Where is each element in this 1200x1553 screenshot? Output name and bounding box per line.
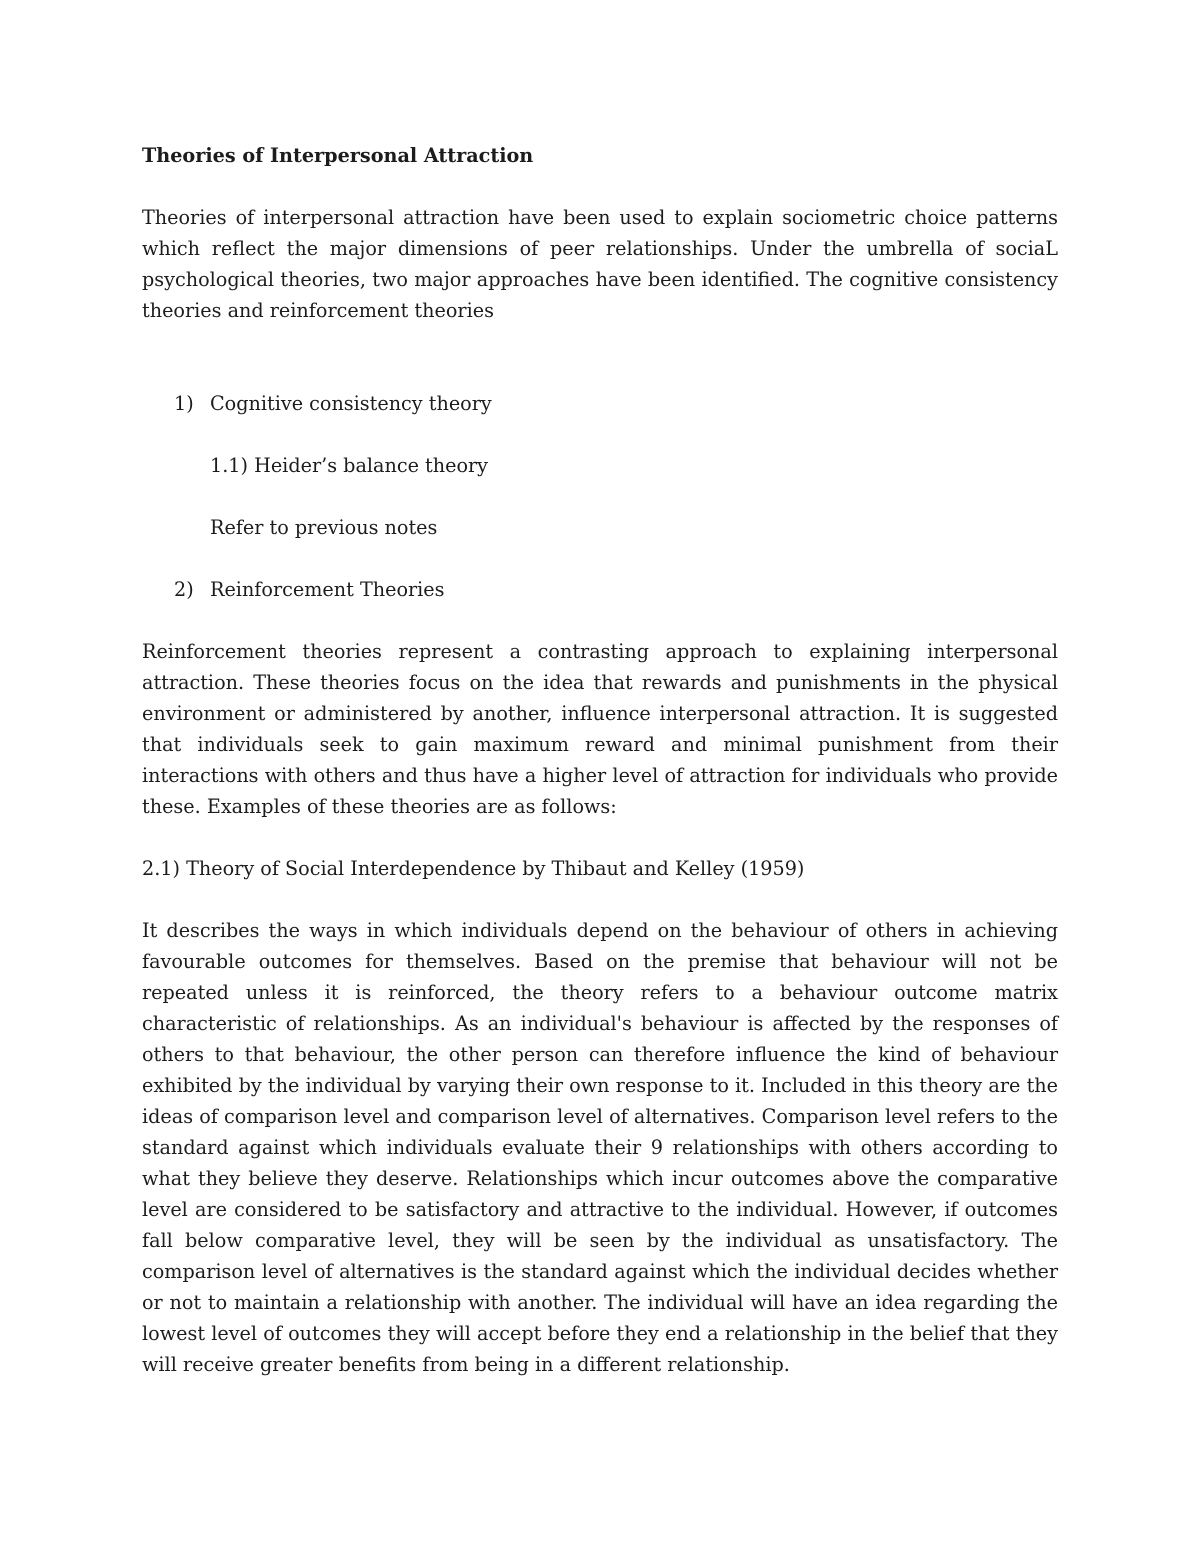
spacer bbox=[142, 326, 1058, 388]
list-item-cognitive-consistency bbox=[142, 388, 1058, 419]
spacer bbox=[142, 481, 1058, 512]
list-item-reinforcement bbox=[142, 574, 1058, 605]
list-label: Cognitive consistency theory bbox=[210, 392, 492, 415]
spacer bbox=[142, 543, 1058, 574]
sublist-note: Refer to previous notes bbox=[210, 516, 438, 539]
spacer bbox=[142, 822, 1058, 853]
list-number: 2) bbox=[174, 578, 194, 601]
section-heading-social-interdependence: 2.1) Theory of Social Interdependence by Thibaut and Kelley (1959) bbox=[142, 857, 805, 880]
spacer bbox=[142, 884, 1058, 915]
spacer bbox=[142, 419, 1058, 450]
spacer bbox=[142, 605, 1058, 636]
sublist-item-heider: 1.1) Heider’s balance theory bbox=[210, 454, 489, 477]
list-label: Reinforcement Theories bbox=[210, 578, 445, 601]
document-page bbox=[142, 140, 1058, 1380]
reinforcement-paragraph: Reinforcement theories represent a contrasting approach to explaining interpersonal attraction. These theories focus on the idea that rewards and punishments in the physical environment or administered by another, influence interpersonal attraction. It is suggested that individuals seek to gain maximum reward and minimal punishment from their interactions with others and thus have a higher level of attraction for individuals who provide these. Examples of these theories are as follows: bbox=[142, 640, 1058, 818]
intro-paragraph: Theories of interpersonal attraction have been used to explain sociometric choice patterns which reflect the major dimensions of peer relationships. Under the umbrella of sociaL psychological theories, two major approaches have been identified. The cognitive consistency theories and reinforcement theories bbox=[142, 206, 1058, 322]
document-title: Theories of Interpersonal Attraction bbox=[142, 144, 534, 167]
list-number: 1) bbox=[174, 392, 194, 415]
social-interdependence-paragraph: It describes the ways in which individuals depend on the behaviour of others in achieving favourable outcomes for themselves. Based on the premise that behaviour will not be repeated unless it is reinforced, the theory refers to a behaviour outcome matrix characteristic of relationships. As an individual's behaviour is affected by the responses of others to that behaviour, the other person can therefore influence the kind of behaviour exhibited by the individual by varying their own response to it. Included in this theory are the ideas of comparison level and comparison level of alternatives. Comparison level refers to the standard against which individuals evaluate their 9 relationships with others according to what they believe they deserve. Relationships which incur outcomes above the comparative level are considered to be satisfactory and attractive to the individual. However, if outcomes fall below comparative level, they will be seen by the individual as unsatisfactory. The comparison level of alternatives is the standard against which the individual decides whether or not to maintain a relationship with another. The individual will have an idea regarding the lowest level of outcomes they will accept before they end a relationship in the belief that they will receive greater benefits from being in a different relationship. bbox=[142, 919, 1058, 1376]
